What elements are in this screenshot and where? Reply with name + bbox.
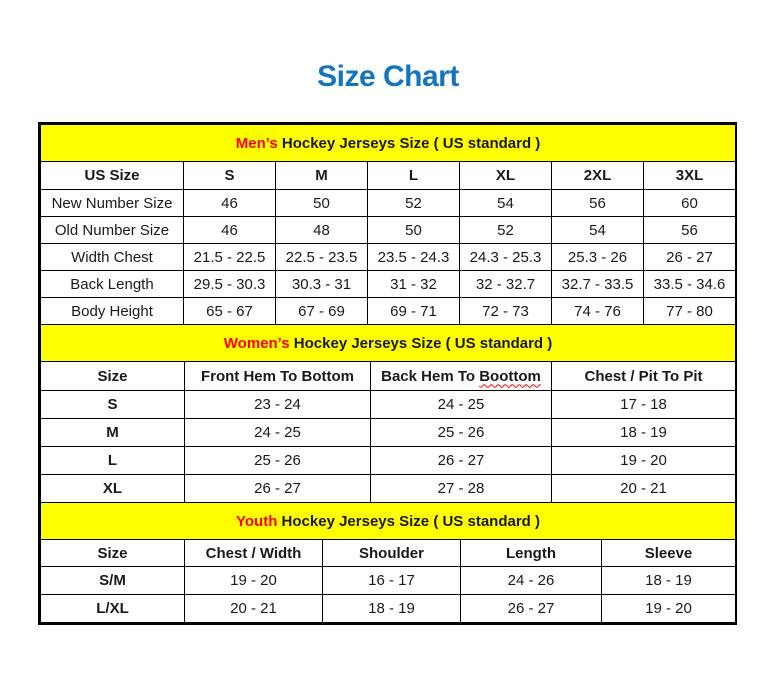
size-value: 74 - 76 — [552, 298, 644, 325]
size-value: 46 — [184, 217, 276, 244]
size-value: 19 - 20 — [602, 595, 736, 623]
womens-banner-text: Hockey Jerseys Size ( US standard ) — [289, 334, 553, 352]
womens-column-header: Chest / Pit To Pit — [552, 362, 736, 391]
page-title: Size Chart — [317, 60, 459, 93]
size-value: 26 - 27 — [185, 475, 371, 503]
row-label: Old Number Size — [41, 217, 184, 244]
womens-table-row — [41, 475, 736, 503]
mens-header-row — [41, 162, 736, 190]
size-value: 56 — [552, 190, 644, 217]
size-value: 65 - 67 — [184, 298, 276, 325]
youth-table-row — [41, 595, 736, 623]
mens-table-row — [41, 190, 736, 217]
size-value: 46 — [184, 190, 276, 217]
size-value: 67 - 69 — [276, 298, 368, 325]
womens-banner-row — [41, 325, 736, 362]
youth-column-header: Length — [461, 540, 602, 567]
row-label: Body Height — [41, 298, 184, 325]
size-value: 52 — [460, 217, 552, 244]
mens-column-header: S — [184, 162, 276, 190]
row-label: S — [41, 391, 185, 419]
mens-column-header: 2XL — [552, 162, 644, 190]
womens-column-header: Back Hem To Boottom — [371, 362, 552, 391]
size-value: 18 - 19 — [323, 595, 461, 623]
youth-banner — [41, 503, 736, 540]
size-value: 69 - 71 — [368, 298, 460, 325]
womens-header-row — [41, 362, 736, 391]
size-value: 20 - 21 — [185, 595, 323, 623]
row-label: XL — [41, 475, 185, 503]
mens-banner-highlight: Men’s — [235, 134, 278, 152]
youth-column-header: Chest / Width — [185, 540, 323, 567]
size-value: 33.5 - 34.6 — [644, 271, 736, 298]
mens-column-header: XL — [460, 162, 552, 190]
size-value: 23.5 - 24.3 — [368, 244, 460, 271]
size-chart-tables — [38, 122, 737, 625]
size-value: 30.3 - 31 — [276, 271, 368, 298]
size-value: 25 - 26 — [185, 447, 371, 475]
youth-column-header: Size — [41, 540, 185, 567]
youth-banner-text: Hockey Jerseys Size ( US standard ) — [277, 512, 540, 530]
womens-banner — [41, 325, 736, 362]
size-value: 20 - 21 — [552, 475, 736, 503]
row-label: Width Chest — [41, 244, 184, 271]
size-value: 21.5 - 22.5 — [184, 244, 276, 271]
size-value: 26 - 27 — [644, 244, 736, 271]
misspelled-word: Boottom — [479, 367, 541, 385]
size-value: 72 - 73 — [460, 298, 552, 325]
size-value: 56 — [644, 217, 736, 244]
youth-column-header: Sleeve — [602, 540, 736, 567]
mens-column-header: 3XL — [644, 162, 736, 190]
size-value: 24.3 - 25.3 — [460, 244, 552, 271]
size-value: 54 — [460, 190, 552, 217]
mens-column-header: M — [276, 162, 368, 190]
youth-size-table — [40, 502, 736, 623]
size-value: 60 — [644, 190, 736, 217]
mens-banner — [41, 125, 736, 162]
youth-column-header: Shoulder — [323, 540, 461, 567]
womens-table-row — [41, 391, 736, 419]
mens-banner-row — [41, 125, 736, 162]
size-value: 32.7 - 33.5 — [552, 271, 644, 298]
mens-table-row — [41, 244, 736, 271]
row-label: L — [41, 447, 185, 475]
size-value: 54 — [552, 217, 644, 244]
row-label: M — [41, 419, 185, 447]
row-label: Back Length — [41, 271, 184, 298]
youth-banner-highlight: Youth — [236, 512, 278, 530]
mens-table-row — [41, 217, 736, 244]
size-value: 27 - 28 — [371, 475, 552, 503]
size-value: 25 - 26 — [371, 419, 552, 447]
size-value: 50 — [368, 217, 460, 244]
size-value: 18 - 19 — [602, 567, 736, 595]
size-value: 17 - 18 — [552, 391, 736, 419]
row-label: New Number Size — [41, 190, 184, 217]
mens-table-row — [41, 298, 736, 325]
size-value: 32 - 32.7 — [460, 271, 552, 298]
womens-table-row — [41, 447, 736, 475]
size-value: 23 - 24 — [185, 391, 371, 419]
size-value: 22.5 - 23.5 — [276, 244, 368, 271]
size-value: 19 - 20 — [185, 567, 323, 595]
size-value: 25.3 - 26 — [552, 244, 644, 271]
womens-banner-highlight: Women’s — [223, 334, 290, 352]
mens-banner-text: Hockey Jerseys Size ( US standard ) — [277, 134, 541, 152]
mens-size-table — [40, 124, 736, 325]
womens-column-header: Size — [41, 362, 185, 391]
size-value: 50 — [276, 190, 368, 217]
womens-column-header: Front Hem To Bottom — [185, 362, 371, 391]
size-value: 48 — [276, 217, 368, 244]
womens-table-row — [41, 419, 736, 447]
mens-table-row — [41, 271, 736, 298]
mens-column-header: US Size — [41, 162, 184, 190]
youth-header-row — [41, 540, 736, 567]
size-value: 26 - 27 — [461, 595, 602, 623]
size-value: 24 - 25 — [185, 419, 371, 447]
size-value: 77 - 80 — [644, 298, 736, 325]
size-value: 16 - 17 — [323, 567, 461, 595]
size-value: 26 - 27 — [371, 447, 552, 475]
size-value: 19 - 20 — [552, 447, 736, 475]
size-value: 24 - 25 — [371, 391, 552, 419]
size-value: 29.5 - 30.3 — [184, 271, 276, 298]
row-label: L/XL — [41, 595, 185, 623]
womens-size-table — [40, 324, 736, 503]
size-value: 24 - 26 — [461, 567, 602, 595]
size-value: 52 — [368, 190, 460, 217]
size-value: 31 - 32 — [368, 271, 460, 298]
youth-banner-row — [41, 503, 736, 540]
mens-column-header: L — [368, 162, 460, 190]
size-value: 18 - 19 — [552, 419, 736, 447]
youth-table-row — [41, 567, 736, 595]
row-label: S/M — [41, 567, 185, 595]
